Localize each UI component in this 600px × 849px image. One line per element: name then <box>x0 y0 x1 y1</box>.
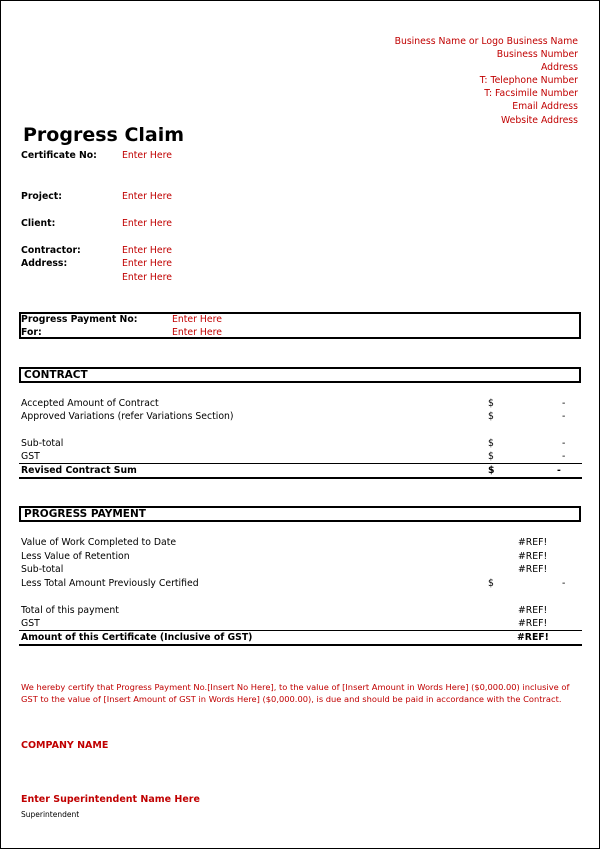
address-value-2[interactable]: Enter Here <box>122 272 172 283</box>
certificate-value[interactable]: Enter Here <box>122 150 172 161</box>
client-label: Client: <box>21 218 56 229</box>
progress-row-label: GST <box>21 618 40 629</box>
progress-payment-no-label: Progress Payment No: <box>21 314 138 325</box>
superintendent-name[interactable]: Enter Superintendent Name Here <box>21 794 200 805</box>
certificate-amount-underline <box>19 644 582 646</box>
contract-row-amount: - <box>562 438 566 449</box>
address-value-1[interactable]: Enter Here <box>122 258 172 269</box>
progress-payment-for-value[interactable]: Enter Here <box>172 327 222 338</box>
contract-row-amount: - <box>562 451 566 462</box>
business-telephone: T: Telephone Number <box>479 75 578 87</box>
progress-row-value: #REF! <box>518 618 548 629</box>
contract-total-amount: - <box>557 465 561 476</box>
contract-row-currency: $ <box>488 411 494 422</box>
progress-section-header <box>19 506 581 522</box>
contract-row-currency: $ <box>488 398 494 409</box>
superintendent-role: Superintendent <box>21 810 80 819</box>
contract-row-amount: - <box>562 398 566 409</box>
contract-row-currency: $ <box>488 451 494 462</box>
business-facsimile: T: Facsimile Number <box>484 88 578 100</box>
progress-row-label: Less Value of Retention <box>21 551 130 562</box>
contract-header-text: CONTRACT <box>24 369 88 381</box>
progress-row-amount: - <box>562 578 566 589</box>
subtotal-divider <box>19 463 582 464</box>
progress-row-label: Less Total Amount Previously Certified <box>21 578 199 589</box>
contract-row-amount: - <box>562 411 566 422</box>
progress-row-value: #REF! <box>518 605 548 616</box>
project-value[interactable]: Enter Here <box>122 191 172 202</box>
contract-row-label: GST <box>21 451 40 462</box>
progress-row-label: Total of this payment <box>21 605 119 616</box>
client-value[interactable]: Enter Here <box>122 218 172 229</box>
progress-row-label: Sub-total <box>21 564 64 575</box>
progress-header-text: PROGRESS PAYMENT <box>24 508 146 520</box>
progress-payment-for-label: For: <box>21 327 42 338</box>
address-label: Address: <box>21 258 68 269</box>
contract-row-label: Sub-total <box>21 438 64 449</box>
contract-row-label: Accepted Amount of Contract <box>21 398 159 409</box>
contract-total-underline <box>19 477 582 479</box>
contract-row-currency: $ <box>488 438 494 449</box>
progress-row-value: #REF! <box>518 564 548 575</box>
progress-row-currency: $ <box>488 578 494 589</box>
business-email: Email Address <box>512 101 578 113</box>
certificate-amount-label: Amount of this Certificate (Inclusive of GST) <box>21 632 253 643</box>
contract-section-header <box>19 367 581 383</box>
business-website: Website Address <box>500 114 578 126</box>
contract-row-label: Approved Variations (refer Variations Section) <box>21 411 234 422</box>
project-label: Project: <box>21 191 62 202</box>
certificate-amount-value: #REF! <box>517 632 549 643</box>
contract-total-currency: $ <box>488 465 495 476</box>
certification-statement: We hereby certify that Progress Payment No.[Insert No Here], to the value of [Insert Amount in Words Here] ($0,000.00) inclusive of GST to the value of [Insert Amount of GST in Words Here] ($0,000.00), is due and should be paid in accordance with the Contract. <box>21 682 570 704</box>
contractor-label: Contractor: <box>21 245 81 256</box>
progress-payment-no-value[interactable]: Enter Here <box>172 314 222 325</box>
business-address: Address <box>540 62 578 74</box>
progress-row-value: #REF! <box>518 537 548 548</box>
page-title: Progress Claim <box>23 124 185 146</box>
certificate-label: Certificate No: <box>21 150 97 161</box>
progress-row-value: #REF! <box>518 551 548 562</box>
business-number: Business Number <box>496 49 578 61</box>
contract-total-label: Revised Contract Sum <box>21 465 137 476</box>
contractor-value[interactable]: Enter Here <box>122 245 172 256</box>
business-details <box>395 35 578 127</box>
company-name[interactable]: COMPANY NAME <box>21 740 109 751</box>
progress-row-label: Value of Work Completed to Date <box>21 537 177 548</box>
business-name: Business Name or Logo Business Name <box>394 36 578 47</box>
gst-divider <box>19 630 582 631</box>
